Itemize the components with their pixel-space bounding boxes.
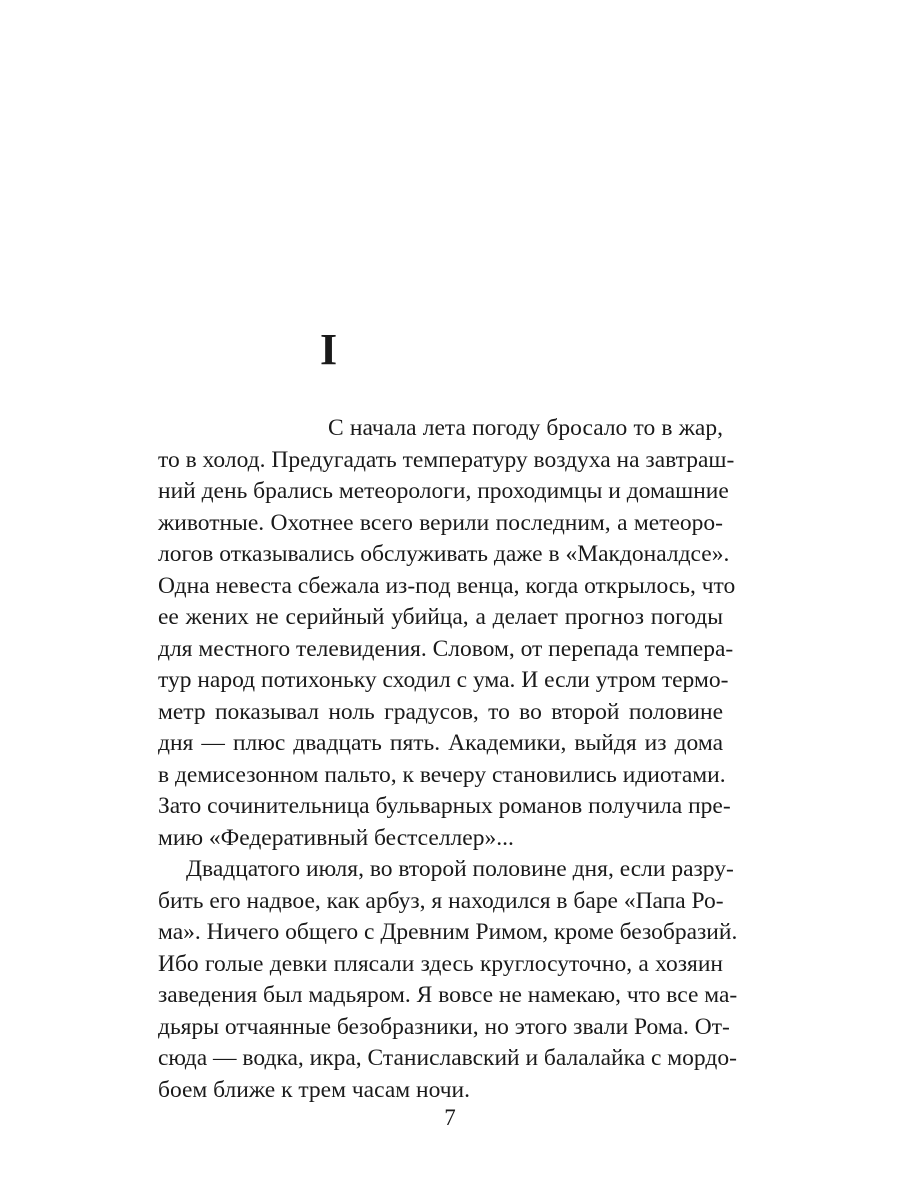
text-line: дня — плюс двадцать пять. Академики, выйдя из дома xyxy=(158,730,723,756)
text-line: метр показывал ноль градусов, то во второй половине xyxy=(158,698,723,725)
text-line: Двадцатого июля, во второй половине дня, если разру- xyxy=(186,856,734,882)
text-line: животные. Охотнее всего верили последним, а метеоро- xyxy=(158,509,723,536)
text-line: заведения был мадьяром. Я вовсе не намекаю, что все ма- xyxy=(158,982,738,1008)
text-line: сюда — водка, икра, Станиславский и балалайка с мордо- xyxy=(158,1045,737,1071)
text-line: ма». Ничего общего с Древним Римом, кроме безобразий. xyxy=(158,919,738,945)
text-line: мию «Федеративный бестселлер»... xyxy=(158,824,514,851)
text-line: дьяры отчаянные безобразники, но этого звали Рома. От- xyxy=(158,1013,730,1040)
paragraph xyxy=(158,854,738,1106)
text-line: Одна невеста сбежала из-под венца, когда открылось, что xyxy=(158,572,736,599)
text-line: Зато сочинительница бульварных романов получила пре- xyxy=(158,793,731,819)
chapter-number: I xyxy=(320,325,338,374)
text-line: боем ближе к трем часам ночи. xyxy=(158,1076,470,1103)
text-line: тур народ потихоньку сходил с ума. И если утром термо- xyxy=(158,667,729,693)
paragraph xyxy=(158,413,736,854)
text-line: логов отказывались обслуживать даже в «Макдоналдсе». xyxy=(158,541,730,567)
page-number: 7 xyxy=(444,1105,456,1130)
text-line: С начала лета погоду бросало то в жар, xyxy=(328,415,723,441)
text-line: Ибо голые девки плясали здесь круглосуточно, а хозяин xyxy=(158,950,723,977)
text-line: для местного телевидения. Словом, от перепада темпера- xyxy=(158,635,734,662)
text-line: ний день брались метеорологи, проходимцы и домашние xyxy=(158,478,729,504)
text-line: ее жених не серийный убийца, а делает прогноз погоды xyxy=(158,604,723,630)
body-text xyxy=(158,413,738,1106)
text-line: бить его надвое, как арбуз, я находился в баре «Папа Ро- xyxy=(158,887,724,914)
text-line: в демисезонном пальто, к вечеру становились идиотами. xyxy=(158,761,726,788)
text-line: то в холод. Предугадать температуру воздуха на завтраш- xyxy=(158,446,735,473)
